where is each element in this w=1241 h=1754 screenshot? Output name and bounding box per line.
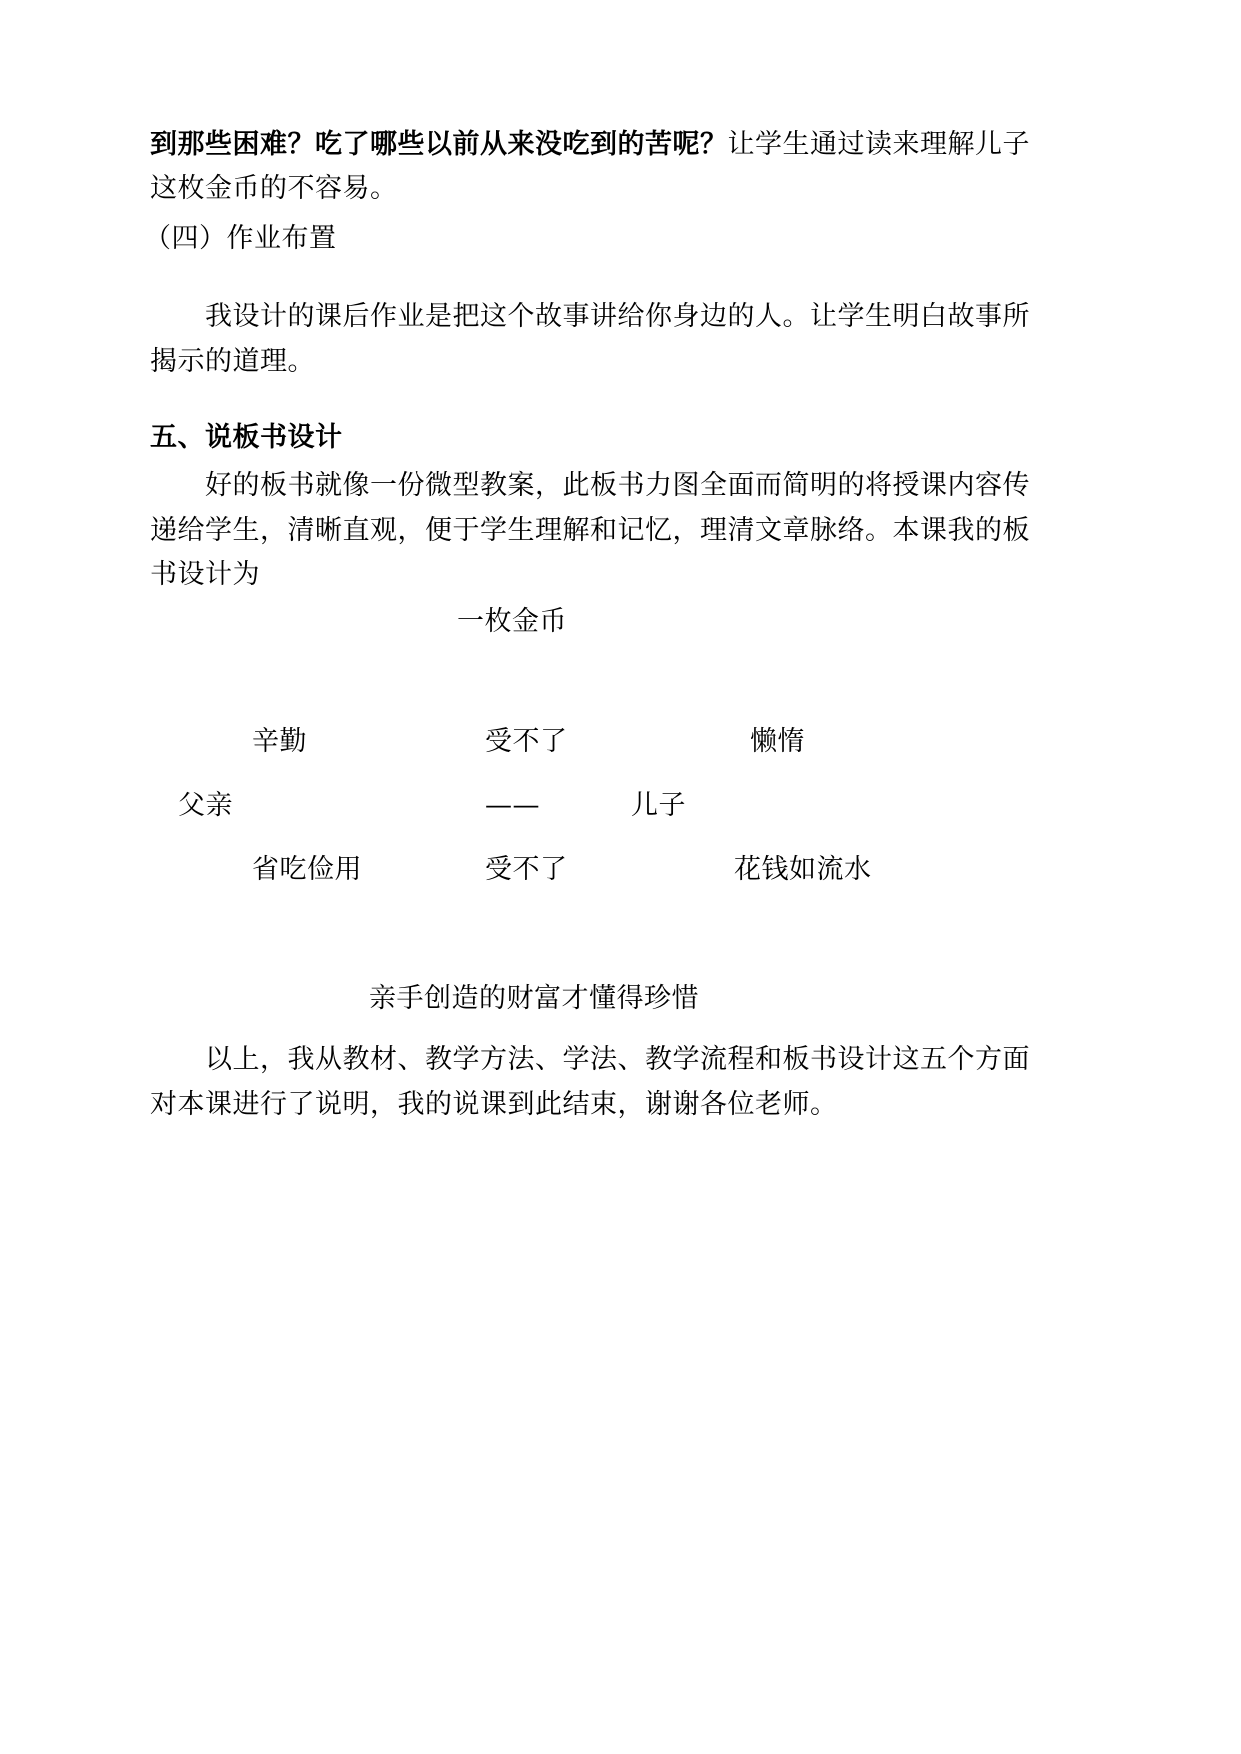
board-intro-line: 好的板书就像一份微型教案，此板书力图全面而简明的将授课内容传 [205, 470, 1030, 501]
board-row3-left: 省吃俭用 [252, 854, 362, 885]
board-row2-right: 儿子 [631, 790, 686, 821]
board-row2-middle: —— [485, 790, 540, 821]
section-five-heading: 五、说板书设计 [150, 422, 343, 453]
board-row1-middle: 受不了 [485, 726, 568, 757]
closing-line: 对本课进行了说明，我的说课到此结束，谢谢各位老师。 [150, 1089, 838, 1120]
board-row1-left: 辛勤 [252, 726, 307, 757]
section-four-heading: （四）作业布置 [144, 223, 337, 254]
board-conclusion: 亲手创造的财富才懂得珍惜 [369, 983, 699, 1014]
board-row1-right: 懒惰 [750, 726, 805, 757]
board-row3-middle: 受不了 [485, 854, 568, 885]
closing-line: 以上，我从教材、教学方法、学法、教学流程和板书设计这五个方面 [205, 1044, 1030, 1075]
homework-line: 揭示的道理。 [150, 346, 315, 377]
bold-question-text: 到那些困难？吃了哪些以前从来没吃到的苦呢？ [150, 129, 728, 160]
board-intro-line: 书设计为 [150, 559, 260, 590]
board-title: 一枚金币 [457, 606, 567, 637]
board-row3-right: 花钱如流水 [734, 854, 872, 885]
paragraph-line [150, 128, 1030, 162]
homework-line: 我设计的课后作业是把这个故事讲给你身边的人。让学生明白故事所 [205, 301, 1030, 332]
paragraph-line: 这枚金币的不容易。 [150, 173, 398, 204]
paragraph-text: 让学生通过读来理解儿子 [727, 129, 1030, 160]
board-row2-left: 父亲 [178, 790, 233, 821]
board-intro-line: 递给学生，清晰直观，便于学生理解和记忆，理清文章脉络。本课我的板 [150, 515, 1030, 546]
